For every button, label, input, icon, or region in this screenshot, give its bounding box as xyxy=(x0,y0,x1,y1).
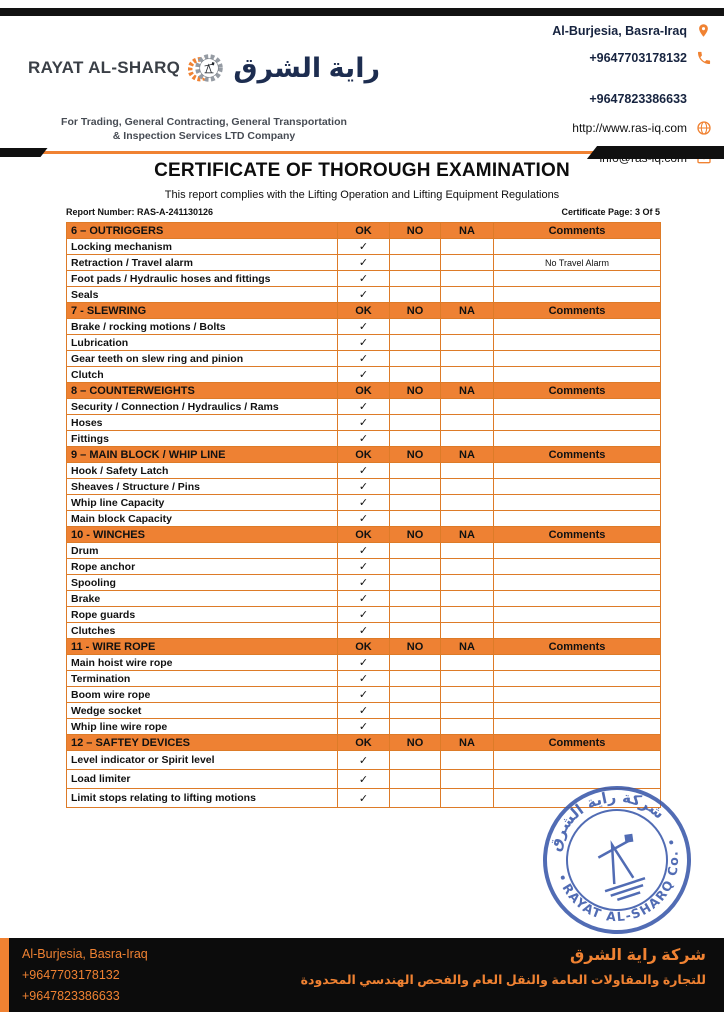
item-label: Sheaves / Structure / Pins xyxy=(67,479,338,495)
column-header-no: NO xyxy=(390,383,441,399)
checklist-row xyxy=(67,751,661,770)
checklist-row xyxy=(67,335,661,351)
divider-left-accent xyxy=(0,148,48,157)
ok-checkmark-cell: ✓ xyxy=(338,415,390,431)
no-cell xyxy=(390,351,441,367)
item-label: Hoses xyxy=(67,415,338,431)
comment-cell xyxy=(494,319,661,335)
checklist-row xyxy=(67,655,661,671)
item-label: Whip line Capacity xyxy=(67,495,338,511)
checklist-row xyxy=(67,367,661,383)
na-cell xyxy=(441,335,494,351)
company-stamp xyxy=(537,780,697,940)
column-header-no: NO xyxy=(390,447,441,463)
footer-phone1: +9647703178132 xyxy=(22,968,120,982)
item-label: Drum xyxy=(67,543,338,559)
footer-tagline-ar: للتجارة والمقاولات العامة والنقل العام والفحص الهندسي المحدودة xyxy=(300,973,706,987)
checklist-row xyxy=(67,287,661,303)
na-cell xyxy=(441,239,494,255)
comment-cell xyxy=(494,751,661,770)
item-label: Spooling xyxy=(67,575,338,591)
comment-cell xyxy=(494,543,661,559)
na-cell xyxy=(441,255,494,271)
column-header-na: NA xyxy=(441,735,494,751)
ok-checkmark-cell: ✓ xyxy=(338,559,390,575)
ok-checkmark-cell: ✓ xyxy=(338,703,390,719)
ok-checkmark-cell: ✓ xyxy=(338,287,390,303)
item-label: Rope anchor xyxy=(67,559,338,575)
checklist-row xyxy=(67,703,661,719)
comment-cell xyxy=(494,671,661,687)
certificate-title: CERTIFICATE OF THOROUGH EXAMINATION xyxy=(154,160,570,181)
ok-checkmark-cell: ✓ xyxy=(338,751,390,770)
checklist-row xyxy=(67,319,661,335)
item-label: Security / Connection / Hydraulics / Rams xyxy=(67,399,338,415)
column-header-no: NO xyxy=(390,735,441,751)
na-cell xyxy=(441,719,494,735)
column-header-comments: Comments xyxy=(494,735,661,751)
company-name-ar: راية الشرق xyxy=(233,52,380,83)
ok-checkmark-cell: ✓ xyxy=(338,623,390,639)
comment-cell: No Travel Alarm xyxy=(494,255,661,271)
column-header-ok: OK xyxy=(338,527,390,543)
section-header-row xyxy=(67,223,661,239)
ok-checkmark-cell: ✓ xyxy=(338,789,390,808)
no-cell xyxy=(390,719,441,735)
inspection-table-body xyxy=(67,223,661,808)
ok-checkmark-cell: ✓ xyxy=(338,575,390,591)
section-title: 10 - WINCHES xyxy=(67,527,338,543)
item-label: Hook / Safety Latch xyxy=(67,463,338,479)
contact-phone1: +9647703178132 xyxy=(589,50,687,65)
section-header-row xyxy=(67,447,661,463)
phone-icon xyxy=(695,49,712,66)
no-cell xyxy=(390,431,441,447)
no-cell xyxy=(390,479,441,495)
checklist-row xyxy=(67,511,661,527)
item-label: Boom wire rope xyxy=(67,687,338,703)
item-label: Whip line wire rope xyxy=(67,719,338,735)
checklist-row xyxy=(67,463,661,479)
svg-text:RAYAT AL-SHARQ Co. xyxy=(558,846,697,940)
contact-address: Al-Burjesia, Basra-Iraq xyxy=(552,23,687,38)
section-title: 12 – SAFTEY DEVICES xyxy=(67,735,338,751)
na-cell xyxy=(441,399,494,415)
column-header-na: NA xyxy=(441,639,494,655)
contact-block xyxy=(432,22,712,166)
ok-checkmark-cell: ✓ xyxy=(338,335,390,351)
brand-block xyxy=(28,22,380,143)
comment-cell xyxy=(494,559,661,575)
na-cell xyxy=(441,479,494,495)
na-cell xyxy=(441,351,494,367)
ok-checkmark-cell: ✓ xyxy=(338,463,390,479)
checklist-row xyxy=(67,271,661,287)
na-cell xyxy=(441,789,494,808)
no-cell xyxy=(390,703,441,719)
comment-cell xyxy=(494,687,661,703)
checklist-row xyxy=(67,495,661,511)
column-header-comments: Comments xyxy=(494,527,661,543)
website-link[interactable]: http://www.ras-iq.com xyxy=(572,120,687,135)
checklist-row xyxy=(67,431,661,447)
comment-cell xyxy=(494,287,661,303)
contact-phone2: +9647823386633 xyxy=(589,91,687,106)
no-cell xyxy=(390,255,441,271)
comment-cell xyxy=(494,719,661,735)
item-label: Fittings xyxy=(67,431,338,447)
column-header-no: NO xyxy=(390,639,441,655)
ok-checkmark-cell: ✓ xyxy=(338,351,390,367)
column-header-ok: OK xyxy=(338,223,390,239)
no-cell xyxy=(390,495,441,511)
item-label: Limit stops relating to lifting motions xyxy=(67,789,338,808)
no-cell xyxy=(390,239,441,255)
comment-cell xyxy=(494,655,661,671)
column-header-ok: OK xyxy=(338,303,390,319)
comment-cell xyxy=(494,463,661,479)
item-label: Foot pads / Hydraulic hoses and fittings xyxy=(67,271,338,287)
na-cell xyxy=(441,671,494,687)
item-label: Rope guards xyxy=(67,607,338,623)
logo-row xyxy=(28,22,380,114)
item-label: Level indicator or Spirit level xyxy=(67,751,338,770)
no-cell xyxy=(390,687,441,703)
section-title: 6 – OUTRIGGERS xyxy=(67,223,338,239)
footer-company-ar: شركة راية الشرق xyxy=(569,947,706,964)
ok-checkmark-cell: ✓ xyxy=(338,511,390,527)
no-cell xyxy=(390,543,441,559)
section-header-row xyxy=(67,735,661,751)
item-label: Retraction / Travel alarm xyxy=(67,255,338,271)
section-header-row xyxy=(67,303,661,319)
checklist-row xyxy=(67,479,661,495)
na-cell xyxy=(441,703,494,719)
checklist-row xyxy=(67,687,661,703)
comment-cell xyxy=(494,351,661,367)
column-header-ok: OK xyxy=(338,383,390,399)
no-cell xyxy=(390,463,441,479)
comment-cell xyxy=(494,575,661,591)
na-cell xyxy=(441,319,494,335)
item-label: Gear teeth on slew ring and pinion xyxy=(67,351,338,367)
column-header-na: NA xyxy=(441,447,494,463)
item-label: Load limiter xyxy=(67,770,338,789)
column-header-comments: Comments xyxy=(494,383,661,399)
company-name-en: RAYAT AL-SHARQ xyxy=(28,58,181,77)
inspection-table xyxy=(66,222,661,808)
company-tagline xyxy=(28,115,380,143)
checklist-row xyxy=(67,239,661,255)
globe-icon xyxy=(695,119,712,136)
comment-cell xyxy=(494,271,661,287)
checklist-row xyxy=(67,399,661,415)
ok-checkmark-cell: ✓ xyxy=(338,671,390,687)
no-cell xyxy=(390,671,441,687)
section-title: 11 - WIRE ROPE xyxy=(67,639,338,655)
checklist-row xyxy=(67,671,661,687)
no-cell xyxy=(390,399,441,415)
column-header-comments: Comments xyxy=(494,223,661,239)
no-cell xyxy=(390,607,441,623)
section-title: 7 - SLEWRING xyxy=(67,303,338,319)
na-cell xyxy=(441,751,494,770)
footer-address: Al-Burjesia, Basra-Iraq xyxy=(22,947,148,961)
no-cell xyxy=(390,655,441,671)
na-cell xyxy=(441,607,494,623)
ok-checkmark-cell: ✓ xyxy=(338,367,390,383)
comment-cell xyxy=(494,479,661,495)
column-header-no: NO xyxy=(390,527,441,543)
column-header-ok: OK xyxy=(338,639,390,655)
header-divider xyxy=(0,151,724,154)
ok-checkmark-cell: ✓ xyxy=(338,255,390,271)
checklist-row xyxy=(67,255,661,271)
contact-website-row xyxy=(432,119,712,136)
ok-checkmark-cell: ✓ xyxy=(338,607,390,623)
ok-checkmark-cell: ✓ xyxy=(338,239,390,255)
column-header-comments: Comments xyxy=(494,639,661,655)
ok-checkmark-cell: ✓ xyxy=(338,543,390,559)
na-cell xyxy=(441,687,494,703)
stamp-english-text: RAYAT AL-SHARQ Co. xyxy=(559,849,682,925)
item-label: Main hoist wire rope xyxy=(67,655,338,671)
ok-checkmark-cell: ✓ xyxy=(338,479,390,495)
ok-checkmark-cell: ✓ xyxy=(338,431,390,447)
checklist-row xyxy=(67,719,661,735)
stamp-arabic-text: شركة راية الشرق xyxy=(545,787,668,854)
contact-phone1-row xyxy=(432,49,712,66)
no-cell xyxy=(390,415,441,431)
ok-checkmark-cell: ✓ xyxy=(338,591,390,607)
report-number: Report Number: RAS-A-241130126 xyxy=(66,207,214,217)
comment-cell xyxy=(494,239,661,255)
na-cell xyxy=(441,271,494,287)
comment-cell xyxy=(494,415,661,431)
stamp-pumpjack-icon xyxy=(592,838,649,902)
comment-cell xyxy=(494,703,661,719)
contact-phone2-row xyxy=(432,90,712,107)
ok-checkmark-cell: ✓ xyxy=(338,719,390,735)
ok-checkmark-cell: ✓ xyxy=(338,770,390,789)
column-header-ok: OK xyxy=(338,447,390,463)
no-cell xyxy=(390,287,441,303)
na-cell xyxy=(441,591,494,607)
no-cell xyxy=(390,367,441,383)
item-label: Wedge socket xyxy=(67,703,338,719)
footer-arabic xyxy=(301,945,706,987)
meta-row xyxy=(66,207,660,217)
comment-cell xyxy=(494,623,661,639)
section-title: 8 – COUNTERWEIGHTS xyxy=(67,383,338,399)
na-cell xyxy=(441,623,494,639)
na-cell xyxy=(441,463,494,479)
no-cell xyxy=(390,789,441,808)
ok-checkmark-cell: ✓ xyxy=(338,399,390,415)
no-cell xyxy=(390,751,441,770)
section-header-row xyxy=(67,383,661,399)
checklist-row xyxy=(67,607,661,623)
ok-checkmark-cell: ✓ xyxy=(338,271,390,287)
comment-cell xyxy=(494,511,661,527)
comment-cell xyxy=(494,335,661,351)
column-header-no: NO xyxy=(390,223,441,239)
no-cell xyxy=(390,319,441,335)
phone2-icon-spacer xyxy=(695,90,712,107)
ok-checkmark-cell: ✓ xyxy=(338,495,390,511)
column-header-na: NA xyxy=(441,383,494,399)
ok-checkmark-cell: ✓ xyxy=(338,655,390,671)
no-cell xyxy=(390,559,441,575)
section-title: 9 – MAIN BLOCK / WHIP LINE xyxy=(67,447,338,463)
footer-phone2: +9647823386633 xyxy=(22,989,120,1003)
top-black-bar xyxy=(0,8,724,16)
na-cell xyxy=(441,575,494,591)
item-label: Lubrication xyxy=(67,335,338,351)
checklist-row xyxy=(67,575,661,591)
footer-orange-stripe xyxy=(0,938,9,1012)
contact-address-row xyxy=(432,22,712,39)
item-label: Termination xyxy=(67,671,338,687)
na-cell xyxy=(441,655,494,671)
column-header-na: NA xyxy=(441,223,494,239)
tagline-line1: For Trading, General Contracting, General Transportation xyxy=(61,116,347,128)
item-label: Clutches xyxy=(67,623,338,639)
checklist-row xyxy=(67,559,661,575)
checklist-row xyxy=(67,623,661,639)
na-cell xyxy=(441,495,494,511)
company-logo-gears-icon xyxy=(188,22,225,114)
column-header-na: NA xyxy=(441,527,494,543)
na-cell xyxy=(441,543,494,559)
comment-cell xyxy=(494,399,661,415)
column-header-na: NA xyxy=(441,303,494,319)
certificate-subtitle: This report complies with the Lifting Operation and Lifting Equipment Regulations xyxy=(164,189,560,201)
section-header-row xyxy=(67,639,661,655)
na-cell xyxy=(441,367,494,383)
item-label: Clutch xyxy=(67,367,338,383)
column-header-ok: OK xyxy=(338,735,390,751)
comment-cell xyxy=(494,591,661,607)
column-header-no: NO xyxy=(390,303,441,319)
location-pin-icon xyxy=(695,22,712,39)
no-cell xyxy=(390,575,441,591)
item-label: Brake / rocking motions / Bolts xyxy=(67,319,338,335)
na-cell xyxy=(441,431,494,447)
checklist-row xyxy=(67,351,661,367)
certificate-page-number: Certificate Page: 3 Of 5 xyxy=(561,207,660,217)
column-header-comments: Comments xyxy=(494,303,661,319)
na-cell xyxy=(441,511,494,527)
comment-cell xyxy=(494,495,661,511)
column-header-comments: Comments xyxy=(494,447,661,463)
comment-cell xyxy=(494,607,661,623)
tagline-line2: & Inspection Services LTD Company xyxy=(112,130,296,142)
no-cell xyxy=(390,623,441,639)
item-label: Main block Capacity xyxy=(67,511,338,527)
no-cell xyxy=(390,335,441,351)
item-label: Locking mechanism xyxy=(67,239,338,255)
ok-checkmark-cell: ✓ xyxy=(338,319,390,335)
no-cell xyxy=(390,511,441,527)
comment-cell xyxy=(494,367,661,383)
header xyxy=(0,18,724,150)
na-cell xyxy=(441,287,494,303)
checklist-row xyxy=(67,543,661,559)
checklist-row xyxy=(67,591,661,607)
checklist-row xyxy=(67,415,661,431)
na-cell xyxy=(441,770,494,789)
comment-cell xyxy=(494,431,661,447)
ok-checkmark-cell: ✓ xyxy=(338,687,390,703)
no-cell xyxy=(390,271,441,287)
na-cell xyxy=(441,559,494,575)
no-cell xyxy=(390,591,441,607)
item-label: Brake xyxy=(67,591,338,607)
na-cell xyxy=(441,415,494,431)
no-cell xyxy=(390,770,441,789)
section-header-row xyxy=(67,527,661,543)
footer-contact xyxy=(22,944,148,1007)
item-label: Seals xyxy=(67,287,338,303)
footer xyxy=(0,938,724,1012)
divider-right-accent xyxy=(587,146,724,159)
